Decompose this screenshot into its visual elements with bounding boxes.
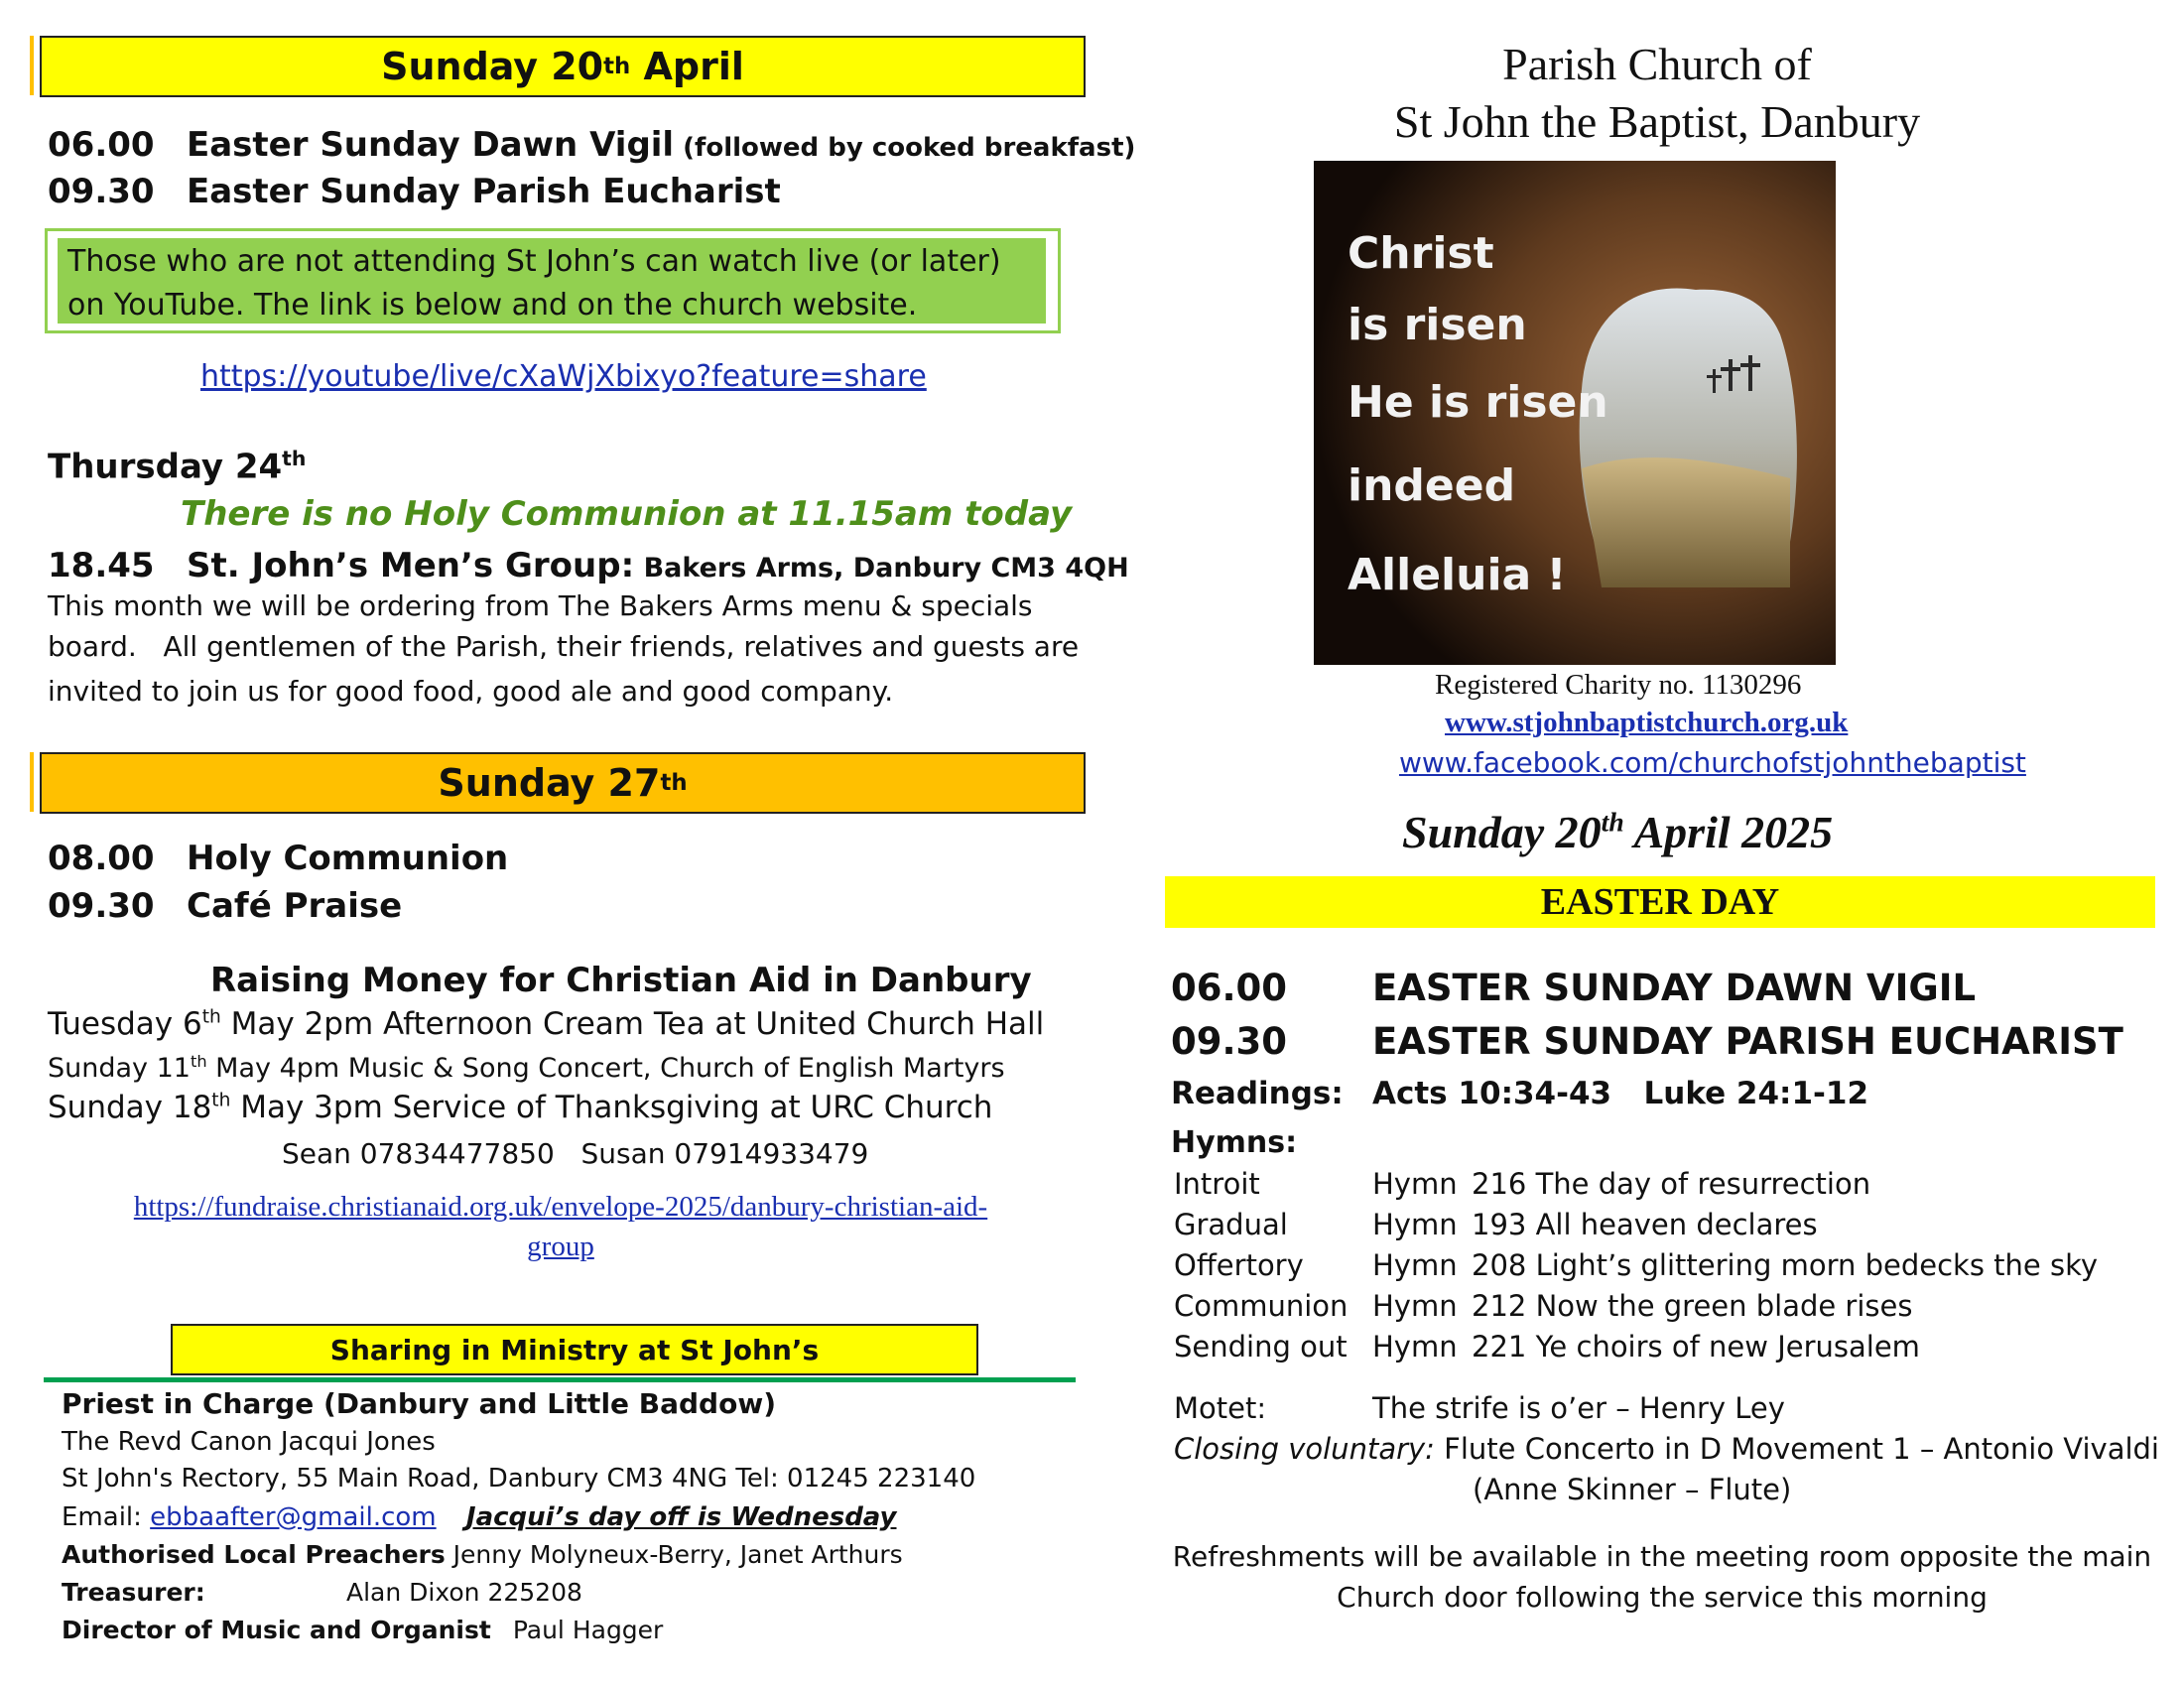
image-text-4: indeed [1348,460,1516,511]
hymn-word: Hymn [1372,1208,1458,1241]
right-service-vigil [1171,967,1976,1009]
voluntary-label: Closing voluntary: [1174,1432,1435,1466]
ministry-banner [171,1324,978,1375]
hymn-part: Gradual [1174,1208,1288,1241]
mens-group-row [48,546,1129,585]
hymn-word: Hymn [1372,1167,1458,1201]
music-row [62,1616,663,1644]
preachers-names: Jenny Molyneux-Berry, Janet Arthurs [445,1540,903,1569]
email-row [62,1502,897,1532]
sunday-20-post: April [630,45,744,88]
service-title: Holy Communion [187,839,509,878]
event-sup: th [211,1090,231,1111]
mens-group-body-1: This month we will be ordering from The Bakers Arms menu & specials [48,589,1033,622]
music-name: Paul Hagger [512,1616,664,1644]
easter-day-banner: EASTER DAY [1165,876,2155,928]
sunday-27-banner [40,752,1086,814]
ministry-rule [44,1377,1076,1382]
hymn-word: Hymn [1372,1289,1458,1323]
image-text-2: is risen [1348,300,1527,350]
treasurer-label: Treasurer: [62,1578,205,1607]
readings-label: Readings: [1171,1076,1344,1111]
sunday-27-sup: th [660,770,688,796]
thursday-sup: th [282,447,307,470]
hymn-word: Hymn [1372,1330,1458,1363]
right-service-time: 06.00 [1171,967,1288,1009]
voluntary-text: Flute Concerto in D Movement 1 – Antonio Vivaldi [1434,1432,2159,1466]
email-link[interactable]: ebbaafter@gmail.com [150,1502,437,1532]
youtube-note: Those who are not attending St John’s can watch live (or later) on YouTube. The link is below and on the church website. [58,238,1046,324]
rectory-address: St John's Rectory, 55 Main Road, Danbury CM3 4NG Tel: 01245 223140 [62,1464,976,1493]
event-post: May 3pm Service of Thanksgiving at URC Church [230,1090,993,1125]
sunday-20-sup: th [603,54,631,79]
hymn-part: Introit [1174,1167,1260,1201]
image-text-3: He is risen [1348,377,1608,428]
right-service-title: EASTER SUNDAY PARISH EUCHARIST [1372,1020,2123,1063]
refreshments-line-2: Church door following the service this morning [1337,1581,1988,1614]
event-pre: Tuesday 6 [48,1006,202,1042]
event-post: May 4pm Music & Song Concert, Church of English Martyrs [206,1053,1005,1084]
refreshments-line-1: Refreshments will be available in the meeting room opposite the main [1172,1540,2152,1573]
christian-aid-heading: Raising Money for Christian Aid in Danbury [210,961,1032,1000]
service-note: (followed by cooked breakfast) [674,133,1136,163]
christian-aid-event-3 [48,1090,992,1125]
service-date-sup: th [1601,806,1624,838]
readings-text: Acts 10:34-43 Luke 24:1-12 [1372,1076,1869,1111]
readings-row [1171,1076,1868,1111]
motet-label: Motet: [1174,1391,1267,1425]
voluntary-performer: (Anne Skinner – Flute) [1473,1473,1792,1506]
service-date [1402,806,1833,858]
hymn-part: Offertory [1174,1248,1304,1282]
priest-name: The Revd Canon Jacqui Jones [62,1427,436,1457]
hymn-part: Sending out [1174,1330,1348,1363]
event-sup: th [190,1052,207,1071]
priest-heading: Priest in Charge (Danbury and Little Baddow) [62,1387,777,1420]
service-date-pre: Sunday 20 [1402,807,1602,857]
hymn-part: Communion [1174,1289,1349,1323]
right-service-eucharist [1171,1020,2123,1063]
event-pre: Sunday 11 [48,1053,191,1084]
youtube-link[interactable]: https://youtube/live/cXaWjXbixyo?feature=share [200,359,927,394]
christian-aid-link-line-1[interactable]: https://fundraise.christianaid.org.uk/envelope-2025/danbury-christian-aid- [133,1191,988,1223]
service-time: 09.30 [48,886,155,926]
image-text-1: Christ [1348,228,1494,279]
service-row-cafe-praise [48,886,402,926]
service-row-parish-eucharist [48,172,781,211]
voluntary-row [1174,1432,2159,1466]
sunday-27-pre: Sunday 27 [438,761,661,805]
hymn-text: 212 Now the green blade rises [1472,1289,1913,1323]
christian-aid-event-2 [48,1052,1005,1084]
thursday-pre: Thursday 24 [48,447,283,487]
church-name-line-2: St John the Baptist, Danbury [1393,96,1921,147]
service-title: Café Praise [187,886,403,926]
treasurer-name: Alan Dixon 225208 [346,1578,582,1607]
facebook-link[interactable]: www.facebook.com/churchofstjohnthebaptist [1399,746,2026,779]
thursday-heading [48,447,306,486]
refreshments-note [1171,1536,2153,1618]
hymn-text: 221 Ye choirs of new Jerusalem [1472,1330,1920,1363]
motet-text: The strife is o’er – Henry Ley [1372,1391,1785,1425]
church-name [1171,36,2143,151]
easter-tomb-image [1314,161,1836,665]
service-row-holy-communion [48,839,508,878]
christian-aid-link-line-2[interactable]: group [527,1231,594,1262]
day-off: Jacqui’s day off is Wednesday [465,1502,897,1532]
service-row-dawn-vigil [48,125,1135,165]
event-pre: Sunday 18 [48,1090,212,1125]
sunday-20-pre: Sunday 20 [381,45,604,88]
mens-group-time: 18.45 [48,546,155,585]
christian-aid-contacts: Sean 07834477850 Susan 07914933479 [282,1137,869,1170]
mens-group-body-2: board. All gentlemen of the Parish, their friends, relatives and guests are [48,630,1080,663]
left-edge-mark-2 [30,752,34,812]
event-sup: th [201,1006,221,1028]
website-link[interactable]: www.stjohnbaptistchurch.org.uk [1445,707,1849,738]
preachers-label: Authorised Local Preachers [62,1540,446,1569]
service-time: 08.00 [48,839,155,878]
right-service-title: EASTER SUNDAY DAWN VIGIL [1372,967,1977,1009]
image-text-5: Alleluia ! [1348,550,1567,600]
music-label: Director of Music and Organist [62,1616,491,1644]
charity-number: Registered Charity no. 1130296 [1435,669,1802,701]
preachers-row [62,1540,903,1569]
right-service-time: 09.30 [1171,1020,1288,1063]
service-title: Easter Sunday Parish Eucharist [187,172,781,211]
church-name-line-1: Parish Church of [1502,39,1812,89]
service-time: 09.30 [48,172,155,211]
sunday-20-banner [40,36,1086,97]
email-label: Email: [62,1502,151,1532]
event-post: May 2pm Afternoon Cream Tea at United Church Hall [220,1006,1045,1042]
service-time: 06.00 [48,125,155,165]
no-communion-notice: There is no Holy Communion at 11.15am today [181,494,1073,534]
mens-group-venue: Bakers Arms, Danbury CM3 4QH [634,553,1129,584]
mens-group-title: St. John’s Men’s Group: [187,546,635,585]
service-title: Easter Sunday Dawn Vigil [187,125,675,165]
left-edge-mark-1 [30,36,34,95]
hymn-text: 208 Light’s glittering morn bedecks the sky [1472,1248,2098,1282]
ministry-heading: Sharing in Ministry at St John’s [329,1333,820,1366]
hymn-word: Hymn [1372,1248,1458,1282]
treasurer-row [62,1578,582,1607]
christian-aid-event-1 [48,1006,1044,1042]
mens-group-body-3: invited to join us for good food, good ale and good company. [48,675,894,708]
hymns-label: Hymns: [1171,1125,1298,1160]
hymn-text: 216 The day of resurrection [1472,1167,1871,1201]
hymn-text: 193 All heaven declares [1472,1208,1818,1241]
christian-aid-link[interactable] [60,1187,1062,1266]
service-date-post: April 2025 [1623,807,1834,857]
